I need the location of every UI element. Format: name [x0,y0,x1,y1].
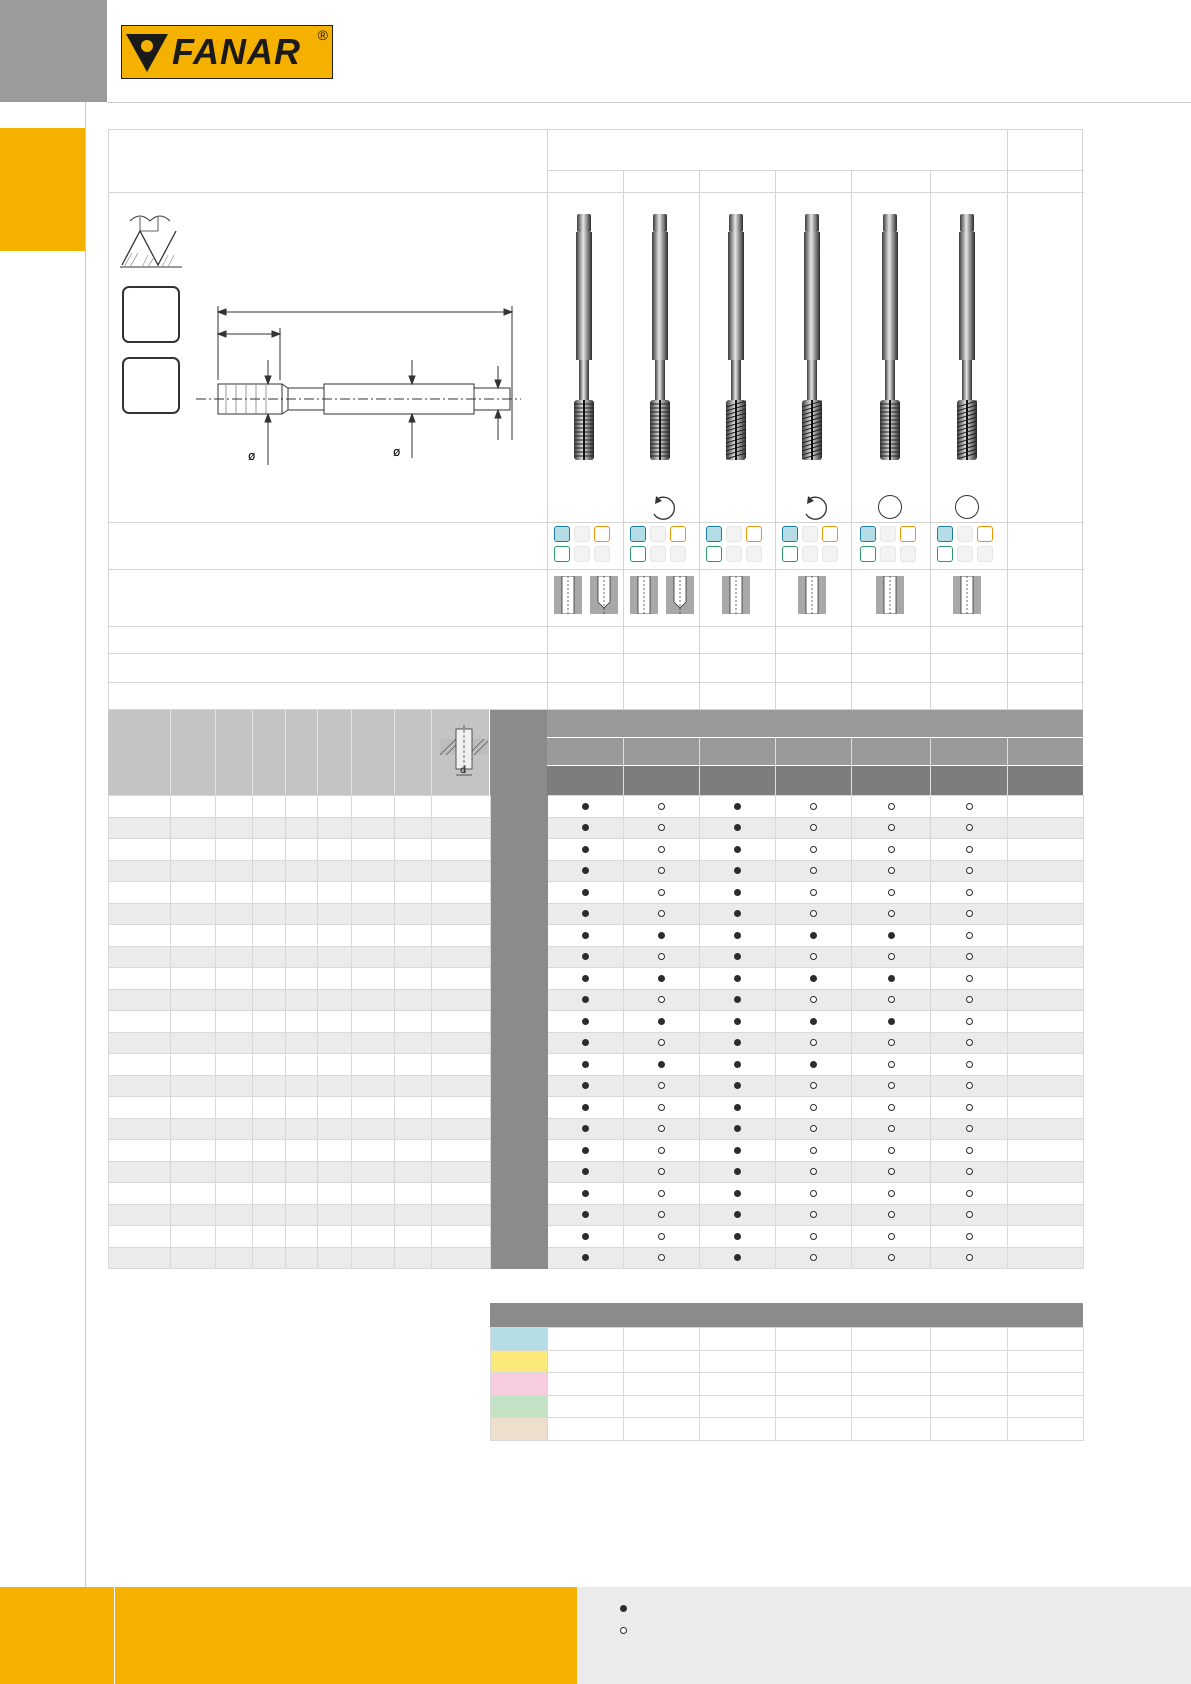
filled-dot-icon [658,932,665,939]
open-dot-icon [658,1190,665,1197]
through-hole-icon [554,576,582,614]
table-row [109,1226,1084,1248]
filled-dot-icon [810,975,817,982]
open-dot-icon [810,1125,817,1132]
open-dot-icon [966,1211,973,1218]
filled-dot-icon [734,1168,741,1175]
material-color-cell [491,1328,548,1351]
open-dot-icon [888,953,895,960]
open-dot-icon [810,1039,817,1046]
filled-dot-icon [582,1254,589,1261]
filled-dot-icon [734,975,741,982]
open-dot-icon [810,1168,817,1175]
matrix-header-bottom [547,766,1083,795]
open-dot-icon [620,1627,627,1634]
material-swatch [880,526,896,542]
corner-block [0,0,107,102]
v-chevron-logo-icon [124,26,170,78]
filled-dot-icon [888,975,895,982]
open-dot-icon [966,867,973,874]
table-row [109,1140,1084,1162]
material-swatch [746,546,762,562]
filled-dot-icon [734,932,741,939]
filled-dot-icon [888,932,895,939]
blind-hole-icon [666,576,694,614]
filled-dot-icon [888,1018,895,1025]
table-row [109,1118,1084,1140]
tap-image [870,210,910,490]
open-dot-icon [966,824,973,831]
filled-dot-icon [734,953,741,960]
material-swatch [900,526,916,542]
open-dot-icon [966,1168,973,1175]
filled-dot-icon [582,824,589,831]
through-hole-icon [630,576,658,614]
filled-dot-icon [734,1233,741,1240]
filled-dot-icon [734,1190,741,1197]
open-dot-icon [888,1082,895,1089]
open-dot-icon [966,953,973,960]
filled-dot-icon [810,1061,817,1068]
table-row [109,1204,1084,1226]
through-hole-icon [798,576,826,614]
table-row [109,946,1084,968]
filled-dot-icon [734,1254,741,1261]
material-swatch [746,526,762,542]
through-hole-icon [876,576,904,614]
open-dot-icon [658,910,665,917]
material-swatch [822,526,838,542]
material-swatch [802,546,818,562]
section-tab[interactable] [0,128,85,251]
material-swatch [574,546,590,562]
open-dot-icon [658,1125,665,1132]
material-color-cell [491,1350,548,1373]
material-swatch [706,546,722,562]
brand-logo [121,25,333,79]
open-dot-icon [966,1061,973,1068]
open-dot-icon [966,1104,973,1111]
left-rotation-arrow-icon [800,494,830,522]
table-row [109,839,1084,861]
material-swatch [554,546,570,562]
table-row [109,925,1084,947]
hole-diameter-label: d [460,765,467,776]
material-swatch [670,546,686,562]
filled-dot-icon [582,1104,589,1111]
open-dot-icon [810,824,817,831]
filled-dot-icon [734,1211,741,1218]
open-dot-icon [658,1168,665,1175]
open-dot-icon [966,1039,973,1046]
table-row [109,1054,1084,1076]
material-row [491,1328,1084,1351]
filled-dot-icon [582,1211,589,1218]
open-dot-icon [888,1190,895,1197]
circle-symbol-icon [878,495,902,519]
material-swatch [594,526,610,542]
materials-table [490,1327,1084,1441]
open-dot-icon [810,867,817,874]
material-swatch [630,546,646,562]
material-swatch [706,526,722,542]
table-row [109,1161,1084,1183]
circle-symbol-icon [955,495,979,519]
open-dot-icon [658,953,665,960]
open-dot-icon [658,824,665,831]
open-dot-icon [966,846,973,853]
open-dot-icon [658,1039,665,1046]
open-dot-icon [888,1233,895,1240]
open-dot-icon [888,1168,895,1175]
open-dot-icon [888,803,895,810]
open-dot-icon [966,975,973,982]
material-row [491,1350,1084,1373]
blind-hole-icon [590,576,618,614]
open-dot-icon [810,803,817,810]
margin-rule [85,102,86,1587]
material-swatch [977,546,993,562]
table-row [109,968,1084,990]
open-dot-icon [658,889,665,896]
open-dot-icon [966,1125,973,1132]
open-dot-icon [966,910,973,917]
filled-dot-icon [658,1018,665,1025]
filled-dot-icon [658,975,665,982]
filled-dot-icon [582,1147,589,1154]
open-dot-icon [888,1061,895,1068]
filled-dot-icon [734,1104,741,1111]
tap-image [792,210,832,490]
filled-dot-icon [734,1018,741,1025]
filled-dot-icon [582,1168,589,1175]
hole-depth-diagram-icon [440,725,488,781]
table-row [109,1247,1084,1269]
matrix-header-top [547,710,1083,737]
material-color-cell [491,1395,548,1418]
open-dot-icon [966,1147,973,1154]
material-row [491,1395,1084,1418]
filled-dot-icon [734,803,741,810]
open-dot-icon [810,1254,817,1261]
table-row [109,1183,1084,1205]
material-swatch [726,526,742,542]
open-dot-icon [658,1254,665,1261]
open-dot-icon [810,1104,817,1111]
open-dot-icon [888,1211,895,1218]
filled-dot-icon [734,1082,741,1089]
filled-dot-icon [582,1018,589,1025]
tolerance-class-box [122,286,180,343]
filled-dot-icon [582,975,589,982]
open-dot-icon [888,824,895,831]
filled-dot-icon [582,1039,589,1046]
open-dot-icon [888,1254,895,1261]
thread-60-degree-icon [118,209,184,271]
table-row [109,817,1084,839]
material-swatch [574,526,590,542]
footer-tab [0,1587,114,1684]
open-dot-icon [658,1104,665,1111]
open-dot-icon [966,1190,973,1197]
filled-dot-icon [582,867,589,874]
open-dot-icon [810,910,817,917]
open-dot-icon [658,803,665,810]
material-swatch [880,546,896,562]
filled-dot-icon [734,1125,741,1132]
size-table [108,795,1084,1269]
filled-dot-icon [582,1061,589,1068]
table-row [109,1097,1084,1119]
filled-dot-icon [582,846,589,853]
material-swatch [594,546,610,562]
tap-dimension-drawing [196,300,526,466]
open-dot-icon [966,1018,973,1025]
open-dot-icon [810,1211,817,1218]
open-dot-icon [966,803,973,810]
through-hole-icon [722,576,750,614]
matrix-header-mid [547,738,1083,765]
table-row [109,903,1084,925]
open-dot-icon [888,910,895,917]
filled-dot-icon [582,932,589,939]
material-row [491,1373,1084,1396]
open-dot-icon [658,846,665,853]
filled-dot-icon [734,910,741,917]
tap-image [564,210,604,490]
material-swatch [726,546,742,562]
material-swatch [977,526,993,542]
material-swatch [860,526,876,542]
material-swatch [554,526,570,542]
open-dot-icon [810,1233,817,1240]
material-swatch [900,546,916,562]
shank-diameter-symbol: ø [248,449,256,463]
material-swatch [937,526,953,542]
through-hole-icon [953,576,981,614]
open-dot-icon [888,867,895,874]
open-dot-icon [888,846,895,853]
material-swatch [860,546,876,562]
material-swatch [957,526,973,542]
open-dot-icon [966,932,973,939]
filled-dot-icon [734,1061,741,1068]
open-dot-icon [658,1082,665,1089]
filled-dot-icon [734,1147,741,1154]
open-dot-icon [966,1233,973,1240]
table-row [109,989,1084,1011]
open-dot-icon [658,1147,665,1154]
open-dot-icon [888,1125,895,1132]
material-color-cell [491,1418,548,1441]
table-row [109,882,1084,904]
filled-dot-icon [582,1125,589,1132]
open-dot-icon [810,953,817,960]
registered-mark: ® [317,27,328,43]
neck-diameter-symbol: ø [393,445,401,459]
filled-dot-icon [582,996,589,1003]
open-dot-icon [658,867,665,874]
filled-dot-icon [582,1190,589,1197]
open-dot-icon [888,996,895,1003]
filled-dot-icon [734,867,741,874]
filled-dot-icon [658,1061,665,1068]
tap-image [640,210,680,490]
footer-title-band [115,1587,577,1684]
material-color-cell [491,1373,548,1396]
filled-dot-icon [734,889,741,896]
material-swatch [957,546,973,562]
filled-dot-icon [582,803,589,810]
materials-header [490,1303,1083,1327]
material-swatch [822,546,838,562]
open-dot-icon [888,1147,895,1154]
filled-dot-icon [734,824,741,831]
table-row [109,1075,1084,1097]
filled-dot-icon [734,996,741,1003]
filled-dot-icon [734,1039,741,1046]
footer-legend [577,1587,1191,1684]
tap-image [947,210,987,490]
open-dot-icon [966,889,973,896]
filled-dot-icon [582,889,589,896]
open-dot-icon [810,1147,817,1154]
open-dot-icon [966,1082,973,1089]
filled-dot-icon [810,932,817,939]
open-dot-icon [810,1082,817,1089]
open-dot-icon [810,996,817,1003]
filled-dot-icon [582,1233,589,1240]
material-swatch [650,546,666,562]
open-dot-icon [658,1233,665,1240]
open-dot-icon [658,1211,665,1218]
filled-dot-icon [734,846,741,853]
open-dot-icon [888,889,895,896]
material-swatch [782,546,798,562]
material-row [491,1418,1084,1441]
open-dot-icon [966,1254,973,1261]
open-dot-icon [888,1039,895,1046]
brand-name: FANAR [172,31,301,72]
material-swatch [670,526,686,542]
material-swatch [802,526,818,542]
filled-dot-icon [582,910,589,917]
left-rotation-arrow-icon [648,494,678,522]
open-dot-icon [966,996,973,1003]
open-dot-icon [810,1190,817,1197]
filled-dot-icon [810,1018,817,1025]
filled-dot-icon [582,1082,589,1089]
filled-dot-icon [582,953,589,960]
open-dot-icon [810,889,817,896]
table-row [109,860,1084,882]
material-swatch [937,546,953,562]
open-dot-icon [888,1104,895,1111]
material-swatch [782,526,798,542]
table-row [109,796,1084,818]
spec-key-column-header [490,710,547,795]
material-swatch [650,526,666,542]
coating-box [122,357,180,414]
table-row [109,1011,1084,1033]
table-row [109,1032,1084,1054]
header-rule [107,102,1191,103]
tap-image [716,210,756,490]
filled-dot-icon [620,1605,627,1612]
open-dot-icon [810,846,817,853]
open-dot-icon [658,996,665,1003]
material-swatch [630,526,646,542]
